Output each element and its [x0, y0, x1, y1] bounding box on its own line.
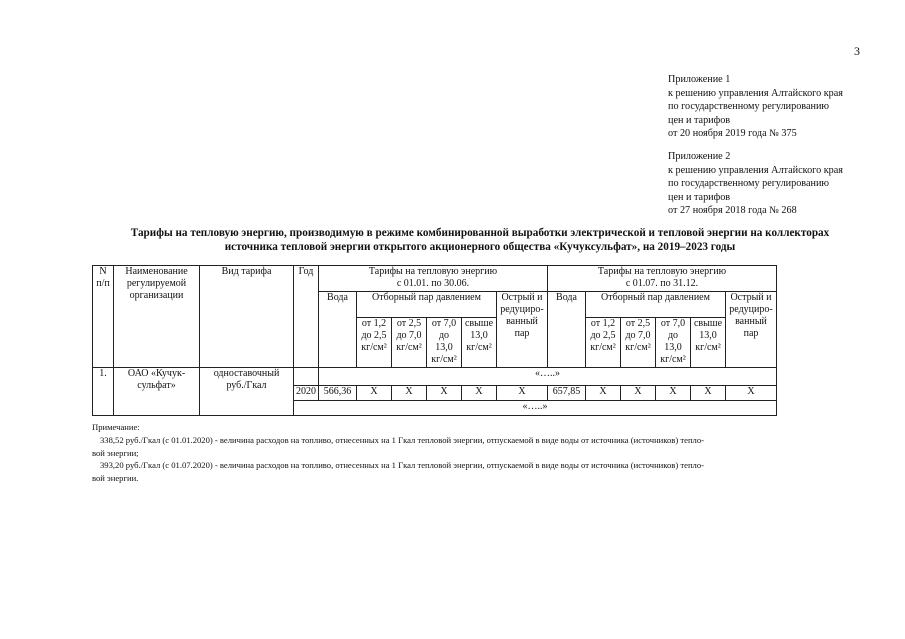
- header-sharp-steam-2: Острый и редуциро- ванный пар: [726, 292, 777, 368]
- period1-value-cell: Х: [427, 386, 462, 401]
- appendix-line: по государственному регулированию: [668, 178, 830, 190]
- tariff-table: [92, 265, 777, 416]
- header-pressure-3: от 7,0 до 13,0 кг/см²: [656, 318, 691, 368]
- period2-value-cell: Х: [691, 386, 726, 401]
- header-steam-1: Отборный пар давлением: [357, 292, 497, 318]
- period2-value-cell: Х: [621, 386, 656, 401]
- header-year: Год: [294, 266, 319, 368]
- row-num: 1.: [93, 368, 114, 416]
- note-2: 393,20 руб./Гкал (с 01.07.2020) - величина расходов на топливо, отнесенных на 1 Гкал тепловой энергии, отпускаемой в виде воды от источника (источников) тепло-: [100, 460, 704, 471]
- header-pressure-2: от 2,5 до 7,0 кг/см²: [392, 318, 427, 368]
- header-water-1: Вода: [319, 292, 357, 368]
- appendix-line: цен и тарифов: [668, 191, 731, 203]
- appendix-line: цен и тарифов: [668, 114, 731, 126]
- appendix-line: Приложение 2: [668, 151, 731, 162]
- header-pressure-3: от 7,0 до 13,0 кг/см²: [427, 318, 462, 368]
- row-year: 2020: [294, 386, 319, 401]
- appendix-line: к решению управления Алтайского края: [668, 164, 843, 176]
- header-pressure-4: свыше 13,0 кг/см²: [691, 318, 726, 368]
- header-pressure-1: от 1,2 до 2,5 кг/см²: [586, 318, 621, 368]
- period1-value-cell: Х: [357, 386, 392, 401]
- period1-value-cell: Х: [392, 386, 427, 401]
- note-1: 338,52 руб./Гкал (с 01.01.2020) - величина расходов на топливо, отнесенных на 1 Гкал тепловой энергии, отпускаемой в виде воды от источника (источников) тепло-: [100, 434, 704, 445]
- period1-water-value: 566,36: [319, 386, 357, 401]
- empty-cell: [294, 368, 319, 386]
- header-pressure-2: от 2,5 до 7,0 кг/см²: [621, 318, 656, 368]
- header-period-2: Тарифы на тепловую энергию с 01.07. по 31.12.: [548, 266, 777, 292]
- appendix-2-header: [668, 150, 843, 218]
- header-period-1: Тарифы на тепловую энергию с 01.01. по 30.06.: [319, 266, 548, 292]
- appendix-1-header: [668, 73, 843, 141]
- period2-value-cell: Х: [656, 386, 691, 401]
- note-1-continuation: вой энергии;: [92, 447, 139, 458]
- appendix-line: по государственному регулированию: [668, 101, 830, 113]
- document-title: [60, 226, 900, 254]
- header-pressure-1: от 1,2 до 2,5 кг/см²: [357, 318, 392, 368]
- period1-value-cell: Х: [462, 386, 497, 401]
- appendix-line: к решению управления Алтайского края: [668, 87, 843, 99]
- period1-value-cell: Х: [497, 386, 548, 401]
- ellipsis-bottom: «…..»: [294, 401, 777, 416]
- appendix-line: от 20 ноября 2019 года № 375: [668, 128, 797, 140]
- title-line-2: источника тепловой энергии открытого акционерного общества «Кучуксульфат», на 2019–2023 годы: [224, 241, 736, 253]
- header-pressure-4: свыше 13,0 кг/см²: [462, 318, 497, 368]
- appendix-line: Приложение 1: [668, 74, 731, 85]
- row-organization: ОАО «Кучук- сульфат»: [114, 368, 200, 416]
- notes-section: [92, 421, 862, 485]
- header-steam-2: Отборный пар давлением: [586, 292, 726, 318]
- notes-heading: Примечание:: [92, 422, 140, 432]
- note-2-continuation: вой энергии.: [92, 473, 139, 484]
- ellipsis-top: «…..»: [319, 368, 777, 386]
- header-sharp-steam-1: Острый и редуциро- ванный пар: [497, 292, 548, 368]
- header-water-2: Вода: [548, 292, 586, 368]
- header-organization: Наименование регулируемой организации: [114, 266, 200, 368]
- appendix-line: от 27 ноября 2018 года № 268: [668, 205, 797, 217]
- row-tariff-type: одноставочный руб./Гкал: [200, 368, 294, 416]
- page-number: 3: [854, 44, 860, 58]
- period2-value-cell: Х: [726, 386, 777, 401]
- header-num: N п/п: [93, 266, 114, 368]
- period2-water-value: 657,85: [548, 386, 586, 401]
- title-line-1: Тарифы на тепловую энергию, производимую в режиме комбинированной выработки электрической и тепловой энергии на коллекторах: [130, 227, 830, 239]
- header-tariff-type: Вид тарифа: [200, 266, 294, 368]
- period2-value-cell: Х: [586, 386, 621, 401]
